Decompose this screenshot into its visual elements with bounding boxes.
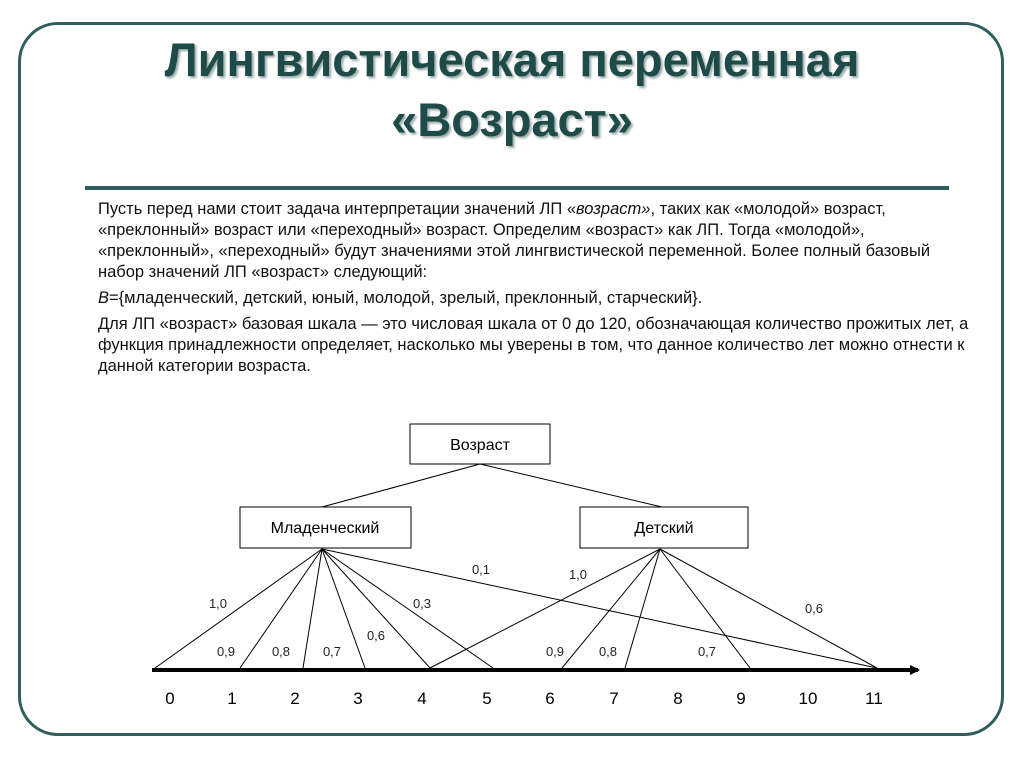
title-line-1: Лингвистическая переменная <box>164 33 860 86</box>
p1-text-a: Пусть перед нами стоит задача интерпретации значений ЛП « <box>98 200 577 218</box>
axis-tick-label: 9 <box>736 689 746 708</box>
edge-root-term-0 <box>322 464 480 507</box>
term-label-child: Детский <box>634 520 694 537</box>
term-label-infant: Младенческий <box>270 520 380 537</box>
axis-tick-label: 0 <box>165 689 175 708</box>
membership-value-label: 0,7 <box>322 644 342 659</box>
axis-tick-label: 1 <box>227 689 237 708</box>
axis-tick-label: 6 <box>545 689 555 708</box>
membership-value-label: 1,0 <box>208 596 228 611</box>
membership-value-label: 0,9 <box>545 644 565 659</box>
axis-tick-label: 7 <box>609 689 619 708</box>
axis-tick-label: 10 <box>798 689 818 708</box>
axis-tick-label: 4 <box>417 689 427 708</box>
membership-value-label: 0,6 <box>366 628 386 643</box>
membership-edge <box>660 549 877 668</box>
membership-value-label: 0,8 <box>598 644 618 659</box>
axis-tick-label: 11 <box>865 689 883 708</box>
edge-root-term-1 <box>480 464 662 507</box>
membership-value-label: 1,0 <box>568 567 588 582</box>
paragraph-3: Для ЛП «возраст» базовая шкала — это числовая шкала от 0 до 120, обозначающая количество прожитых лет, а функция принадлежности определяет, насколько мы уверены в том, что данное количество лет можно отнести к данной категории возраста. <box>98 315 969 375</box>
title-line-2: «Возраст» <box>391 93 633 146</box>
axis-tick-label: 5 <box>482 689 492 708</box>
p1-text-b: , таких как «молодой» возраст, «преклонный» возраст или «переходный» возраст. Определим «возраст» как ЛП. Тогда «молодой», «преклонный», «переходный» будут значениями этой лингвистической переменной. Более полный базовый набор значений ЛП «возраст» следующий: <box>98 200 931 281</box>
membership-value-label: 0,7 <box>697 644 717 659</box>
membership-value-label: 0,1 <box>471 562 491 577</box>
axis-tick-label: 2 <box>290 689 300 708</box>
set-symbol: B <box>98 289 110 307</box>
root-label: Возраст <box>450 437 510 454</box>
membership-edge <box>303 549 322 668</box>
membership-value-label: 0,9 <box>216 644 236 659</box>
membership-edge <box>155 549 322 668</box>
axis-tick-label: 3 <box>353 689 363 708</box>
membership-value-label: 0,8 <box>271 644 291 659</box>
set-text: ={младенческий, детский, юный, молодой, зрелый, преклонный, старческий}. <box>109 289 703 307</box>
axis-tick-label: 8 <box>673 689 683 708</box>
membership-value-label: 0,3 <box>412 596 432 611</box>
membership-edge <box>625 549 660 668</box>
p1-italic: возраст» <box>576 200 651 218</box>
membership-value-label: 0,6 <box>804 601 824 616</box>
